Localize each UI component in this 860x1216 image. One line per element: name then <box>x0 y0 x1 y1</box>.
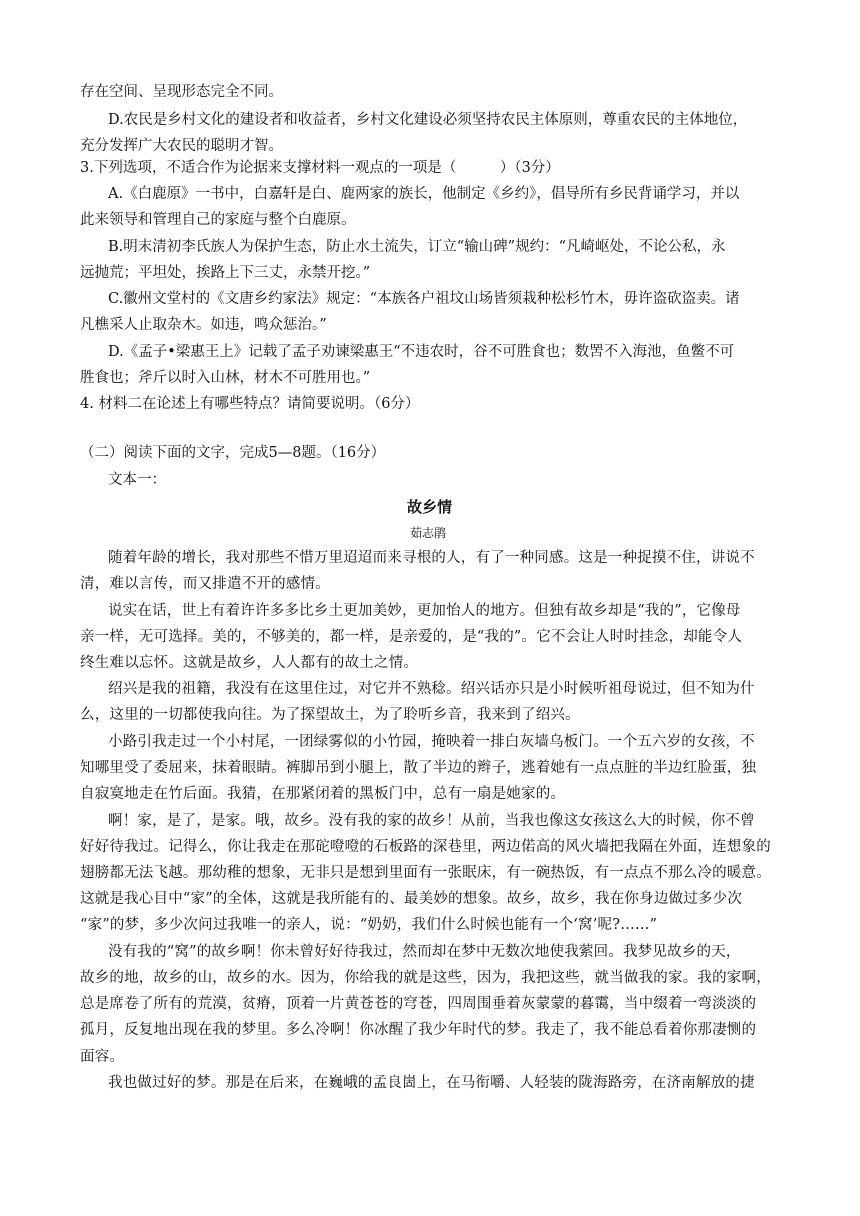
passage-line: 说实在话，世上有着许许多多比乡土更加美妙，更加怡人的地方。但独有故乡却是“我的”，它像母 <box>108 603 741 619</box>
passage-line: 亲一样，无可选择。美的，不够美的，都一样，是亲爱的，是“我的”。它不会让人时时挂念，却能令人 <box>80 629 743 645</box>
passage-line: 清，难以言传，而又排遣不开的感情。 <box>80 576 330 592</box>
q3-option-a-line-1: A.《白鹿原》一书中，白嘉轩是白、鹿两家的族长，他制定《乡约》，倡导所有乡民背诵学习，并以 <box>108 186 740 202</box>
q3-option-b-line-1: B.明末清初李氏族人为保护生态，防止水土流失，订立“输山碑”规约：“凡崎岖处，不论公私，永 <box>108 239 726 255</box>
option-d-line-1: D.农民是乡村文化的建设者和收益者，乡村文化建设必须坚持农民主体原则，尊重农民的主体地位， <box>108 112 748 128</box>
passage-line: 孤月，反复地出现在我的梦里。多么冷啊！你冰醒了我少年时代的梦。我走了，我不能总看着你那凄恻的 <box>80 1022 757 1038</box>
passage-line: 我也做过好的梦。那是在后来，在巍峨的孟良崮上，在马衔嚼、人轻装的陇海路旁，在济南解放的捷 <box>108 1075 755 1091</box>
passage-line: “家”的梦，多少次问过我唯一的亲人，说：“奶奶，我们什么时候也能有一个‘窝’呢?……” <box>80 917 658 933</box>
question-4: 4. 材料二在论述上有哪些特点？请简要说明。（6分） <box>80 396 420 412</box>
passage-line: 绍兴是我的祖籍，我没有在这里住过，对它并不熟稔。绍兴话亦只是小时候听祖母说过，但不知为什 <box>108 681 755 697</box>
q3-option-c-line-2: 凡樵采人止取杂木。如违，鸣众惩治。” <box>80 317 327 333</box>
section-2-heading: （二）阅读下面的文字，完成5—8题。（16分） <box>80 445 386 461</box>
passage-line: 故乡的地，故乡的山，故乡的水。因为，你给我的就是这些，因为，我把这些，就当做我的家。我的家啊， <box>80 970 771 986</box>
question-3-stem: 3.下列选项，不适合作为论据来支撑材料一观点的一项是（ ）（3分） <box>80 160 560 176</box>
passage-line: 知哪里受了委屈来，抹着眼睛。裤脚吊到小腿上，散了半边的辫子，逃着她有一点点脏的半边红脸蛋，独 <box>80 760 757 776</box>
q3-option-b-line-2: 远抛荒；平坦处，挨路上下三丈，永禁开挖。” <box>80 265 371 281</box>
text-one-label: 文本一： <box>108 472 166 488</box>
option-c-tail: 存在空间、呈现形态完全不同。 <box>80 84 283 100</box>
q3-option-d-line-2: 胜食也；斧斤以时入山林，材木不可胜用也。” <box>80 370 371 386</box>
q3-option-a-line-2: 此来领导和管理自己的家庭与整个白鹿原。 <box>80 212 356 228</box>
passage-line: 随着年龄的增长，我对那些不惜万里迢迢而来寻根的人，有了一种同感。这是一种捉摸不住，讲说不 <box>108 550 755 566</box>
option-d-line-2: 充分发挥广大农民的聪明才智。 <box>80 138 283 154</box>
passage-line: 面容。 <box>80 1049 125 1065</box>
passage-line: 好好待我过。记得么，你让我走在那砣噔噔的石板路的深巷里，两边偌高的风火墙把我隔在外面，连想象的 <box>80 839 771 855</box>
q3-option-d-line-1: D.《孟子•梁惠王上》记载了孟子劝谏梁惠王“不违农时，谷不可胜食也；数罟不入海池，鱼鳖不可 <box>108 344 735 360</box>
passage-line: 终生难以忘怀。这就是故乡，人人都有的故土之情。 <box>80 655 419 671</box>
passage-line: 么，这里的一切都使我向往。为了探望故土，为了聆听乡音，我来到了绍兴。 <box>80 707 580 723</box>
q3-option-c-line-1: C.徽州文堂村的《文唐乡约家法》规定：“本族各户祖坟山场皆须栽种松杉竹木，毋许盗砍盗卖。诸 <box>108 291 740 307</box>
passage-line: 小路引我走过一个小村尾，一团绿雾似的小竹园，掩映着一排白灰墙乌板门。一个五六岁的女孩，不 <box>108 734 755 750</box>
passage-author: 茹志鹃 <box>410 526 447 540</box>
passage-title: 故乡情 <box>407 498 453 516</box>
passage-line: 啊！家，是了，是家。哦，故乡。没有我的家的故乡！从前，当我也像这女孩这么大的时候，你不曾 <box>108 813 755 829</box>
passage-line: 这就是我心目中“家”的全体，这就是我所能有的、最美妙的想象。故乡，故乡，我在你身边做过多少次 <box>80 891 743 907</box>
passage-line: 总是席卷了所有的荒漠，贫瘠，顶着一片黄苍苍的穹苍，四周围垂着灰蒙蒙的暮霭，当中缀着一弯淡淡的 <box>80 996 757 1012</box>
passage-line: 翅膀都无法飞越。那幼稚的想象，无非只是想到里面有一张眠床，有一碗热饭，有一点点不那么冷的暖意。 <box>80 865 771 881</box>
passage-line: 自寂寞地走在竹后面。我猜，在那紧闭着的黑板门中，总有一扇是她家的。 <box>80 786 566 802</box>
passage-line: 没有我的“窝”的故乡啊！你未曾好好待我过，然而却在梦中无数次地使我萦回。我梦见故乡的天， <box>108 944 741 960</box>
